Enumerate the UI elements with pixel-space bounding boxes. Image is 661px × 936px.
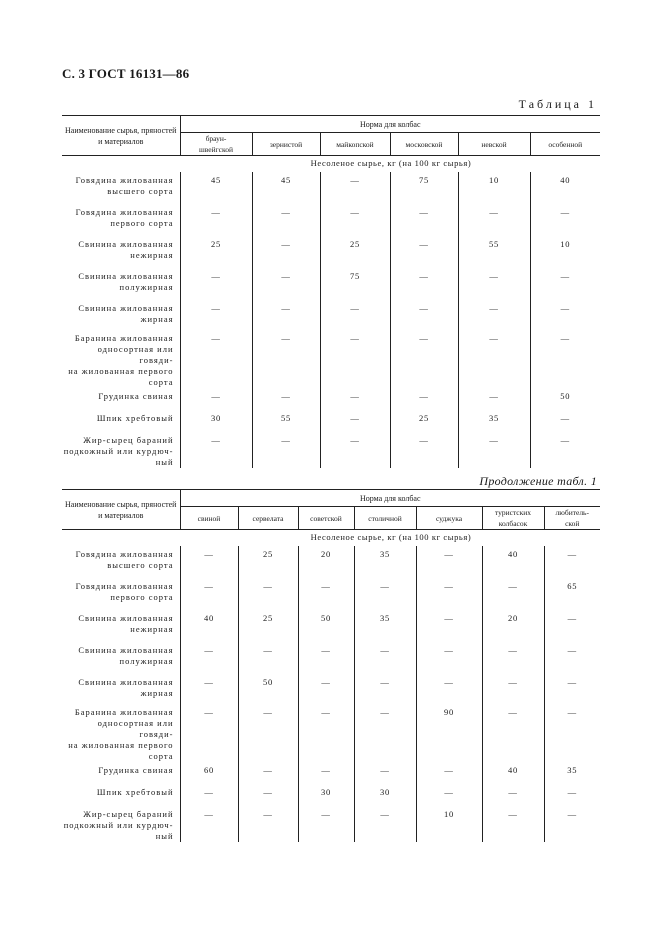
cell-value: — (354, 762, 416, 784)
cell-value: — (416, 642, 482, 674)
cell-value: — (211, 435, 221, 445)
cell-value: 35 (354, 610, 416, 642)
cell-value: — (320, 432, 390, 468)
cell-value: — (530, 410, 600, 432)
cell-value: — (530, 204, 600, 236)
cell-value: — (204, 549, 214, 559)
table-subheader: Несоленое сырье, кг (на 100 кг сырья) (310, 158, 472, 168)
cell-value: — (298, 642, 354, 674)
cell-value: 65 (544, 578, 600, 610)
cell-value: — (458, 432, 530, 468)
cell-value: — (458, 300, 530, 330)
column-header: столичной (354, 507, 416, 530)
cell-value: — (252, 388, 320, 410)
cell-value: — (544, 610, 600, 642)
cell-value: 60 (203, 765, 215, 775)
cell-value: — (204, 677, 214, 687)
row-name: Баранина жилованная односортная или говяди- на жилованная первого сорта (62, 330, 180, 388)
column-header: сервелата (238, 507, 298, 530)
cell-value: — (544, 642, 600, 674)
table1-caption: Таблица 1 (518, 97, 597, 111)
cell-value: 35 (544, 762, 600, 784)
table2-name-header: Наименование сырья, пряностей и материалов (62, 490, 180, 530)
cell-value: — (416, 578, 482, 610)
table-row (62, 546, 600, 578)
cell-value: — (482, 784, 544, 806)
column-header: невской (458, 133, 530, 156)
cell-value: — (252, 236, 320, 268)
column-header: советской (298, 507, 354, 530)
cell-value: 30 (354, 784, 416, 806)
cell-value: — (204, 645, 214, 655)
cell-value: — (211, 303, 221, 313)
cell-value: 25 (238, 610, 298, 642)
table-row (62, 784, 600, 806)
cell-value: — (298, 674, 354, 704)
cell-value: 10 (416, 806, 482, 842)
cell-value: — (390, 268, 458, 300)
cell-value: 75 (390, 172, 458, 204)
cell-value: — (458, 204, 530, 236)
cell-value: — (482, 806, 544, 842)
table1 (62, 115, 600, 468)
table-row (62, 674, 600, 704)
cell-value: 20 (482, 610, 544, 642)
cell-value: 50 (530, 388, 600, 410)
cell-value: 40 (203, 613, 215, 623)
cell-value: — (238, 784, 298, 806)
cell-value: — (482, 704, 544, 762)
cell-value: — (416, 674, 482, 704)
cell-value: — (204, 707, 214, 717)
cell-value: — (482, 578, 544, 610)
column-header: браун- швейгской (180, 133, 252, 156)
cell-value: — (390, 236, 458, 268)
cell-value: — (211, 333, 221, 343)
table-row (62, 432, 600, 468)
cell-value: — (238, 704, 298, 762)
cell-value: — (390, 388, 458, 410)
cell-value: — (238, 642, 298, 674)
row-name: Говядина жилованная первого сорта (62, 578, 180, 610)
table-row (62, 268, 600, 300)
cell-value: 90 (416, 704, 482, 762)
cell-value: — (298, 578, 354, 610)
row-name: Баранина жилованная односортная или говяди- на жилованная первого сорта (62, 704, 180, 762)
row-name: Жир-сырец бараний подкожный или курдюч- ный (62, 432, 180, 468)
table-row (62, 410, 600, 432)
cell-value: — (530, 268, 600, 300)
cell-value: — (416, 784, 482, 806)
cell-value: — (390, 204, 458, 236)
cell-value: 45 (252, 172, 320, 204)
cell-value: — (204, 787, 214, 797)
cell-value: — (416, 762, 482, 784)
column-header: любитель- ской (544, 507, 600, 530)
cell-value: — (252, 268, 320, 300)
cell-value: — (252, 204, 320, 236)
cell-value: 25 (320, 236, 390, 268)
cell-value: — (482, 674, 544, 704)
cell-value: — (354, 704, 416, 762)
cell-value: — (416, 546, 482, 578)
cell-value: — (238, 806, 298, 842)
column-header: особенной (530, 133, 600, 156)
cell-value: — (211, 207, 221, 217)
table2-body (62, 530, 600, 843)
table-row (62, 806, 600, 842)
cell-value: 40 (530, 172, 600, 204)
cell-value: 20 (298, 546, 354, 578)
row-name: Шпик хребтовый (62, 410, 180, 432)
table-row (62, 704, 600, 762)
row-name: Грудинка свиная (62, 762, 180, 784)
cell-value: 25 (390, 410, 458, 432)
cell-value: — (238, 762, 298, 784)
cell-value: — (354, 674, 416, 704)
cell-value: — (544, 546, 600, 578)
page-header: С. 3 ГОСТ 16131—86 (62, 66, 190, 81)
cell-value: — (204, 581, 214, 591)
row-name: Свинина жилованная жирная (62, 674, 180, 704)
cell-value: — (320, 204, 390, 236)
cell-value: — (458, 330, 530, 388)
cell-value: — (298, 762, 354, 784)
column-header: зернистой (252, 133, 320, 156)
row-name: Жир-сырец бараний подкожный или курдюч- ный (62, 806, 180, 842)
cell-value: 40 (482, 762, 544, 784)
cell-value: — (530, 432, 600, 468)
row-name: Свинина жилованная жирная (62, 300, 180, 330)
table-row (62, 330, 600, 388)
table2-group-header: Норма для колбас (180, 490, 600, 507)
cell-value: 35 (354, 546, 416, 578)
column-header: майкопской (320, 133, 390, 156)
cell-value: — (354, 578, 416, 610)
cell-value: — (211, 391, 221, 401)
row-name: Шпик хребтовый (62, 784, 180, 806)
row-name: Свинина жилованная полужирная (62, 268, 180, 300)
cell-value: — (320, 172, 390, 204)
cell-value: — (458, 388, 530, 410)
cell-value: — (204, 809, 214, 819)
cell-value: — (544, 674, 600, 704)
cell-value: 40 (482, 546, 544, 578)
cell-value: 50 (238, 674, 298, 704)
table2-caption: Продолжение табл. 1 (479, 474, 597, 488)
table-row (62, 642, 600, 674)
cell-value: — (320, 300, 390, 330)
row-name: Грудинка свиная (62, 388, 180, 410)
table-row (62, 300, 600, 330)
cell-value: — (238, 578, 298, 610)
cell-value: — (530, 330, 600, 388)
cell-value: — (416, 610, 482, 642)
cell-value: 30 (210, 413, 222, 423)
row-name: Свинина жилованная полужирная (62, 642, 180, 674)
table1-group-header: Норма для колбас (180, 116, 600, 133)
cell-value: 55 (252, 410, 320, 432)
row-name: Свинина жилованная нежирная (62, 610, 180, 642)
column-header: туристских колбасок (482, 507, 544, 530)
cell-value: 45 (210, 175, 222, 185)
cell-value: 75 (320, 268, 390, 300)
cell-value: — (252, 330, 320, 388)
cell-value: — (390, 330, 458, 388)
cell-value: 30 (298, 784, 354, 806)
table-subheader: Несоленое сырье, кг (на 100 кг сырья) (310, 532, 472, 542)
column-header: московской (390, 133, 458, 156)
table-row (62, 388, 600, 410)
cell-value: — (252, 300, 320, 330)
cell-value: — (544, 704, 600, 762)
cell-value: — (390, 432, 458, 468)
cell-value: 50 (298, 610, 354, 642)
cell-value: — (252, 432, 320, 468)
row-name: Говядина жилованная первого сорта (62, 204, 180, 236)
row-name: Говядина жилованная высшего сорта (62, 172, 180, 204)
column-header: суджука (416, 507, 482, 530)
row-name: Свинина жилованная нежирная (62, 236, 180, 268)
cell-value: — (530, 300, 600, 330)
table-row (62, 236, 600, 268)
column-header: свиной (180, 507, 238, 530)
cell-value: — (354, 806, 416, 842)
cell-value: 25 (238, 546, 298, 578)
cell-value: — (320, 388, 390, 410)
cell-value: — (320, 330, 390, 388)
cell-value: 10 (530, 236, 600, 268)
table1-body (62, 156, 600, 469)
cell-value: 10 (458, 172, 530, 204)
cell-value: — (458, 268, 530, 300)
table-row (62, 172, 600, 204)
cell-value: — (354, 642, 416, 674)
table-row (62, 610, 600, 642)
table-row (62, 204, 600, 236)
cell-value: — (320, 410, 390, 432)
cell-value: — (390, 300, 458, 330)
cell-value: — (211, 271, 221, 281)
cell-value: 25 (210, 239, 222, 249)
cell-value: — (544, 784, 600, 806)
table-row (62, 762, 600, 784)
cell-value: 35 (458, 410, 530, 432)
table1-name-header: Наименование сырья, пряностей и материалов (62, 116, 180, 156)
row-name: Говядина жилованная высшего сорта (62, 546, 180, 578)
cell-value: — (544, 806, 600, 842)
cell-value: — (482, 642, 544, 674)
cell-value: 55 (458, 236, 530, 268)
table-row (62, 578, 600, 610)
cell-value: — (298, 806, 354, 842)
cell-value: — (298, 704, 354, 762)
table2 (62, 489, 600, 842)
